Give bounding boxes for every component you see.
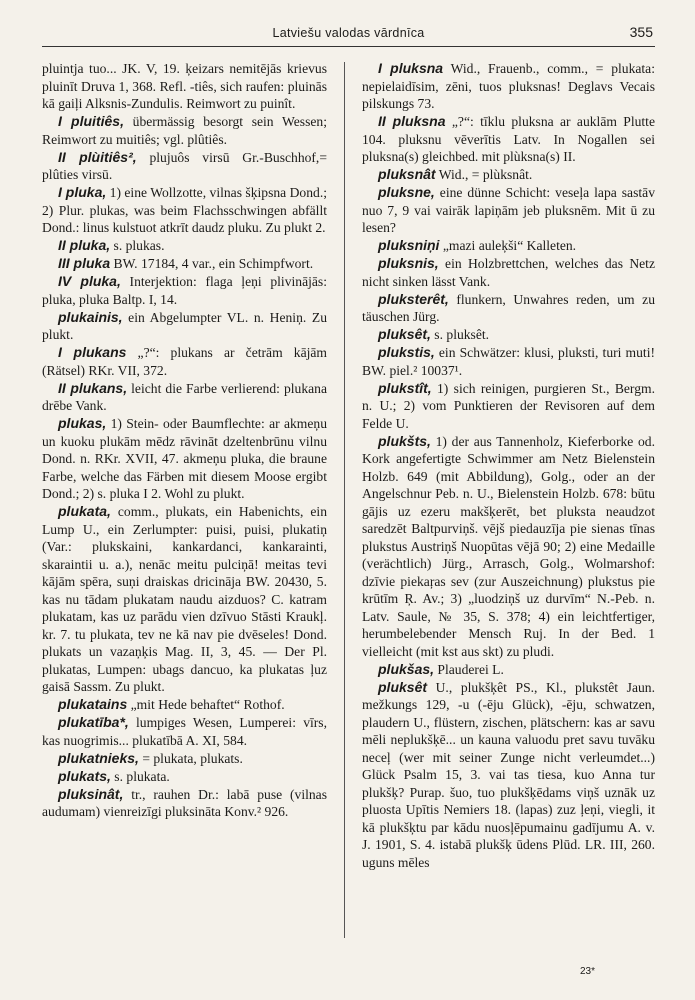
- entry-text: plujuôs virsū Gr.-Buschhof,= plûties virsū.: [42, 149, 328, 182]
- headword: plukatnieks,: [58, 749, 139, 766]
- entry-text: „?“: tīklu pluksna ar auklām Plutte 104. pluksnu vēverītis Latv. In Nogallen sei pluksna(s) gleichbed. mit plùksna(s) II.: [362, 114, 655, 164]
- dictionary-entry: [42, 184, 327, 237]
- left-column: [42, 60, 327, 821]
- entry-text: BW. 17184, 4 var., ein Schimpfwort.: [110, 256, 314, 271]
- dictionary-entry: [42, 696, 327, 714]
- entry-text: tr., rauhen Dr.: labā puse (vilnas audumam) vienreizīgi pluksināta Konv.² 926.: [42, 786, 327, 819]
- headword: II pluka,: [58, 237, 111, 253]
- entry-text: s. pluksêt.: [430, 327, 490, 342]
- headword: plukšts,: [378, 432, 431, 449]
- headword: plukatains: [58, 696, 128, 712]
- entry-text: Plauderei L.: [434, 661, 504, 677]
- dictionary-entry: [362, 661, 655, 679]
- entry-text: pluintja tuo... JK. V, 19. ķeizars nemitējās krievus pluinīt Druva 1, 368. Refl. -tiês, sich raufen: pluinās kā gaiļi Alksnis-Zundulis. Reimwort zu puinît.: [42, 61, 327, 111]
- entry-text: = plukata, plukats.: [138, 750, 243, 766]
- headword: plukas,: [58, 415, 107, 431]
- headword: plukstis,: [378, 344, 435, 360]
- dictionary-entry: [42, 60, 327, 113]
- dictionary-entry: [362, 326, 655, 344]
- entry-text: übermässig besorgt sein Wessen; Reimwort zu muitiês; vgl. plûtiês.: [42, 114, 327, 147]
- headword: pluksniņi: [378, 237, 440, 253]
- headword: pluksne,: [378, 184, 435, 200]
- entry-text: Wid., Frauenb., comm., = plukata: nepielaidīsim, zēni, tuos pluksnas! Deglavs Vecais pilskungs 73.: [362, 61, 655, 111]
- entry-text: lumpiges Wesen, Lumperei: vīrs, kas nuogrimis... plukatībā A. XI, 584.: [42, 715, 327, 748]
- entry-text: 1) eine Wollzotte, vilnas šķipsna Dond.; 2) Plur. plukas, was beim Flachsschwingen abfällt Dond.: linus kulstuot atkrīt daudz pluku. Zu plukt 2.: [42, 185, 327, 235]
- dictionary-entry: [42, 237, 327, 255]
- headword: pluksêt,: [378, 326, 431, 342]
- headword: pluksinât,: [58, 785, 124, 802]
- headword: II pluksna: [378, 113, 446, 129]
- header-title: Latviešu valodas vārdnīca: [272, 26, 425, 40]
- headword: I pluksna: [378, 60, 444, 76]
- headword: plukšas,: [378, 660, 435, 677]
- entry-text: U., plukšķêt PS., Kl., plukstêt Jaun. mežkungs 129, -u (-ēju Glück), -ēju, schwatzen, plaudern U., flüstern, zischen, plätschern: kas ar savu mēli neplukšķē... un kauna valuodu pret savu tuvāku neceļ (wer mit seiner Zunge nicht verleumdet...) Glück Psalm 15, 3. vai tas tiesa, kuo Anna tur plukšķ? Purap. šuo, tuo plukšķēdams viņš uznāk uz pluosta Upītis Nemiers 18. (lapas) zuz ļeņi, viegli, it kā plukšķtu par kādu nuosļēpumainu gadījumu A. v. J. 1901, S. 4. istabā plukšķ ūdens Plūd. LR. III, 260. uguns mēles: [362, 679, 655, 870]
- dictionary-entry: [42, 344, 327, 379]
- entry-text: s. plukata.: [110, 768, 170, 784]
- headword: IV pluka,: [58, 273, 121, 289]
- dictionary-entry: [362, 184, 655, 237]
- entry-text: ein Holzbrettchen, welches das Netz nicht sinken lässt Vank.: [362, 256, 655, 289]
- dictionary-entry: [362, 255, 655, 290]
- dictionary-entry: [42, 786, 327, 821]
- dictionary-entry: [42, 768, 327, 786]
- headword: plukatība*,: [58, 714, 129, 730]
- entry-text: comm., plukats, ein Habenichts, ein Lump U., ein Zerlumpter: puisi, puisi, plukatiņ (Var.: plukskaini, kankardanci, kankarainti, skaraintii u. a.), nenāc meitu pulciņā! meitas tevi kājām spēra, suņi draiskas dricināja BW. 20430, 5. kas nu tādam plukatam naudu aizduos? C. katram plukatam, kas uz parādu vien dzīvuo Stāsti Kraukļ. kr. 7. tu plukata, tev ne kā nav pie dvēseles! Dond. plukats un vazaņķis Mag. II, 3, 45. — Der Pl. plukatas, Lumpen: ubags dancuo, ka plukatas ļuz gaisā Sassm. Zu plukt.: [42, 504, 327, 694]
- entry-text: eine dünne Schicht: veseļa lapa sastāv nuo 7, 9 vai vairāk lapiņām jeb pluksnēm. Mit ū zu lesen?: [362, 185, 655, 235]
- dictionary-entry: [42, 149, 327, 184]
- dictionary-entry: [42, 750, 327, 768]
- entry-text: ein Schwätzer: klusi, pluksti, turi muti! BW. piel.² 10037¹.: [362, 345, 655, 378]
- headword: III pluka: [58, 255, 111, 271]
- headword: plukainis,: [58, 308, 123, 325]
- entry-text: 1) der aus Tannenholz, Kieferborke od. Kork angefertigte Schwimmer am Netz Bielenstein Holzb. 649 (mit Abbildung), Golg., oder an der Angelschnur Peb. n. U., Bielenstein Holzb. 678: būtu gājis uz ezeru makšķerēt, bet pluksta neaudzot saredzēt Baltpurviņš. vējš piedauzīja pie sienas tīnas plukstus Austriņš Nuopūtas vējā 90; 2) eine Medaille (verächtlich) Jürg., Arrasch, Golg., Wolmarshof: dzīvie piekaŗas sev (zur Auszeichnung) plukstus pie krūtīm Ŗ. Av.; 3) „luodziņš uz durvīm“ N.-Peb. n. Latv. Saule, № 35, S. 378; 4) ein leichtfertiger, herumbelebender Mensch Ruj. In der Bed. 1 vielleicht (mit kst aus skt) zu pludi.: [362, 433, 655, 659]
- headword: plukata,: [58, 503, 111, 519]
- headword: pluksterêt,: [378, 290, 449, 307]
- dictionary-entry: [362, 291, 655, 326]
- dictionary-entry: [42, 309, 327, 344]
- dictionary-entry: [42, 113, 327, 148]
- dictionary-entry: [362, 237, 655, 255]
- dictionary-entry: [362, 344, 655, 379]
- headword: II plukans,: [58, 379, 128, 396]
- entry-text: ein Abgelumpter VL. n. Heniņ. Zu plukt.: [42, 309, 327, 342]
- dictionary-entry: [362, 679, 655, 872]
- headword: pluksêt: [378, 678, 428, 695]
- dictionary-entry: [42, 714, 327, 749]
- headword: pluksnis,: [378, 255, 439, 271]
- dictionary-entry: [362, 113, 655, 166]
- entry-text: „mazi auleķši“ Kalleten.: [439, 238, 577, 253]
- dictionary-entry: [42, 415, 327, 503]
- headword: I pluitiês,: [58, 113, 124, 129]
- dictionary-entry: [362, 380, 655, 433]
- dictionary-entry: [42, 273, 327, 308]
- headword: I plukans: [58, 344, 127, 360]
- page-number: 355: [629, 24, 653, 40]
- entry-text: 1) Stein- oder Baumflechte: ar akmeņu un kuoku plukām mēdz rāvināt dzeltenbrūnu vilnu Dond. n. RKr. XVII, 47. akmeņu pluka, die braune Farbe, welche das Färben mit diesem Moose ergibt Dond.; 2) s. pluka I 2. Wohl zu plukt.: [42, 416, 327, 501]
- dictionary-entry: [362, 433, 655, 661]
- headword: pluksnât: [378, 166, 436, 182]
- entry-text: flunkern, Unwahres reden, um zu täuschen Jürg.: [362, 291, 655, 324]
- column-divider: [344, 62, 345, 938]
- dictionary-entry: [42, 380, 327, 415]
- entry-text: „?“: plukans ar četrām kājām (Rätsel) RKr. VII, 372.: [42, 345, 327, 378]
- entry-text: Interjektion: flaga ļeņi plivinājās: pluka, pluka Baltp. I, 14.: [42, 274, 327, 307]
- headword: II plùitiês²,: [58, 148, 137, 165]
- entry-text: leicht die Farbe verlierend: plukana drēbe Vank.: [42, 380, 327, 413]
- entry-text: 1) sich reinigen, purgieren St., Bergm. n. U.; 2) vom Punktieren der Revisoren auf dem Felde U.: [362, 380, 655, 431]
- dictionary-entry: [42, 255, 327, 273]
- dictionary-entry: [362, 60, 655, 113]
- headword: I pluka,: [58, 184, 107, 200]
- dictionary-entry: [42, 503, 327, 696]
- entry-text: „mit Hede behaftet“ Rothof.: [127, 697, 285, 712]
- running-header: [42, 26, 655, 47]
- headword: plukstît,: [378, 379, 432, 396]
- signature-mark: 23*: [580, 966, 596, 977]
- headword: plukats,: [58, 767, 111, 784]
- dictionary-entry: [362, 166, 655, 184]
- entry-text: Wid., = plùksnât.: [435, 167, 533, 182]
- right-column: [362, 60, 655, 872]
- entry-text: s. plukas.: [110, 238, 165, 253]
